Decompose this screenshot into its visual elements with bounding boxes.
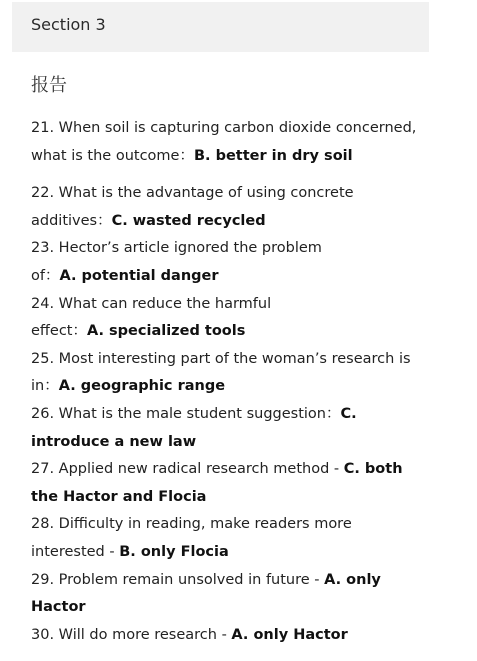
answer: introduce a new law	[31, 433, 197, 450]
answer: A. potential danger	[59, 267, 219, 284]
question-item	[31, 622, 431, 650]
question-line: 27. Applied new radical research method - C. both	[31, 461, 403, 478]
question-list	[31, 115, 431, 649]
question-line: additives：C. wasted recycled	[31, 212, 266, 229]
question-line	[31, 484, 431, 512]
answer: Hactor	[31, 599, 86, 616]
question-item	[31, 291, 431, 346]
question-item	[31, 180, 431, 235]
answer: A. specialized tools	[87, 323, 246, 340]
question-line	[31, 594, 431, 622]
question-item	[31, 401, 431, 456]
question-line	[31, 429, 431, 457]
question-line: what is the outcome：B. better in dry soil	[31, 147, 353, 164]
answer: A. only Hactor	[231, 626, 348, 643]
section-header	[12, 2, 429, 52]
question-line: interested - B. only Flocia	[31, 543, 229, 560]
report-title: 报告	[31, 75, 67, 96]
question-line: 28. Difficulty in reading, make readers more	[31, 516, 352, 533]
question-line: 30. Will do more research - A. only Hactor	[31, 626, 348, 643]
question-line: 22. What is the advantage of using concrete	[31, 185, 354, 202]
question-item	[31, 235, 431, 290]
answer: A. only	[324, 571, 381, 588]
question-line: 21. When soil is capturing carbon dioxide concerned,	[31, 120, 417, 136]
answer: C.	[340, 405, 357, 422]
question-line: 29. Problem remain unsolved in future - A. only	[31, 571, 381, 588]
question-line: 24. What can reduce the harmful	[31, 295, 272, 312]
question-line: 25. Most interesting part of the woman’s research is	[31, 350, 411, 367]
question-item	[31, 115, 431, 170]
answer: B. only Flocia	[119, 543, 229, 560]
question-line: 26. What is the male student suggestion：C.	[31, 405, 357, 422]
question-line: of：A. potential danger	[31, 267, 219, 284]
answer: B. better in dry soil	[193, 147, 353, 164]
answer: the Hactor and Flocia	[31, 488, 207, 505]
answer: A. geographic range	[58, 378, 226, 395]
answer: C. wasted recycled	[111, 212, 266, 229]
question-line: 23. Hector’s article ignored the problem	[31, 240, 322, 257]
question-item	[31, 456, 431, 511]
question-item	[31, 346, 431, 401]
answer: C. both	[343, 461, 403, 478]
question-item	[31, 511, 431, 566]
question-item	[31, 567, 431, 622]
question-line: in：A. geographic range	[31, 378, 226, 395]
question-line: effect：A. specialized tools	[31, 323, 246, 340]
section-title: Section 3	[31, 15, 106, 34]
